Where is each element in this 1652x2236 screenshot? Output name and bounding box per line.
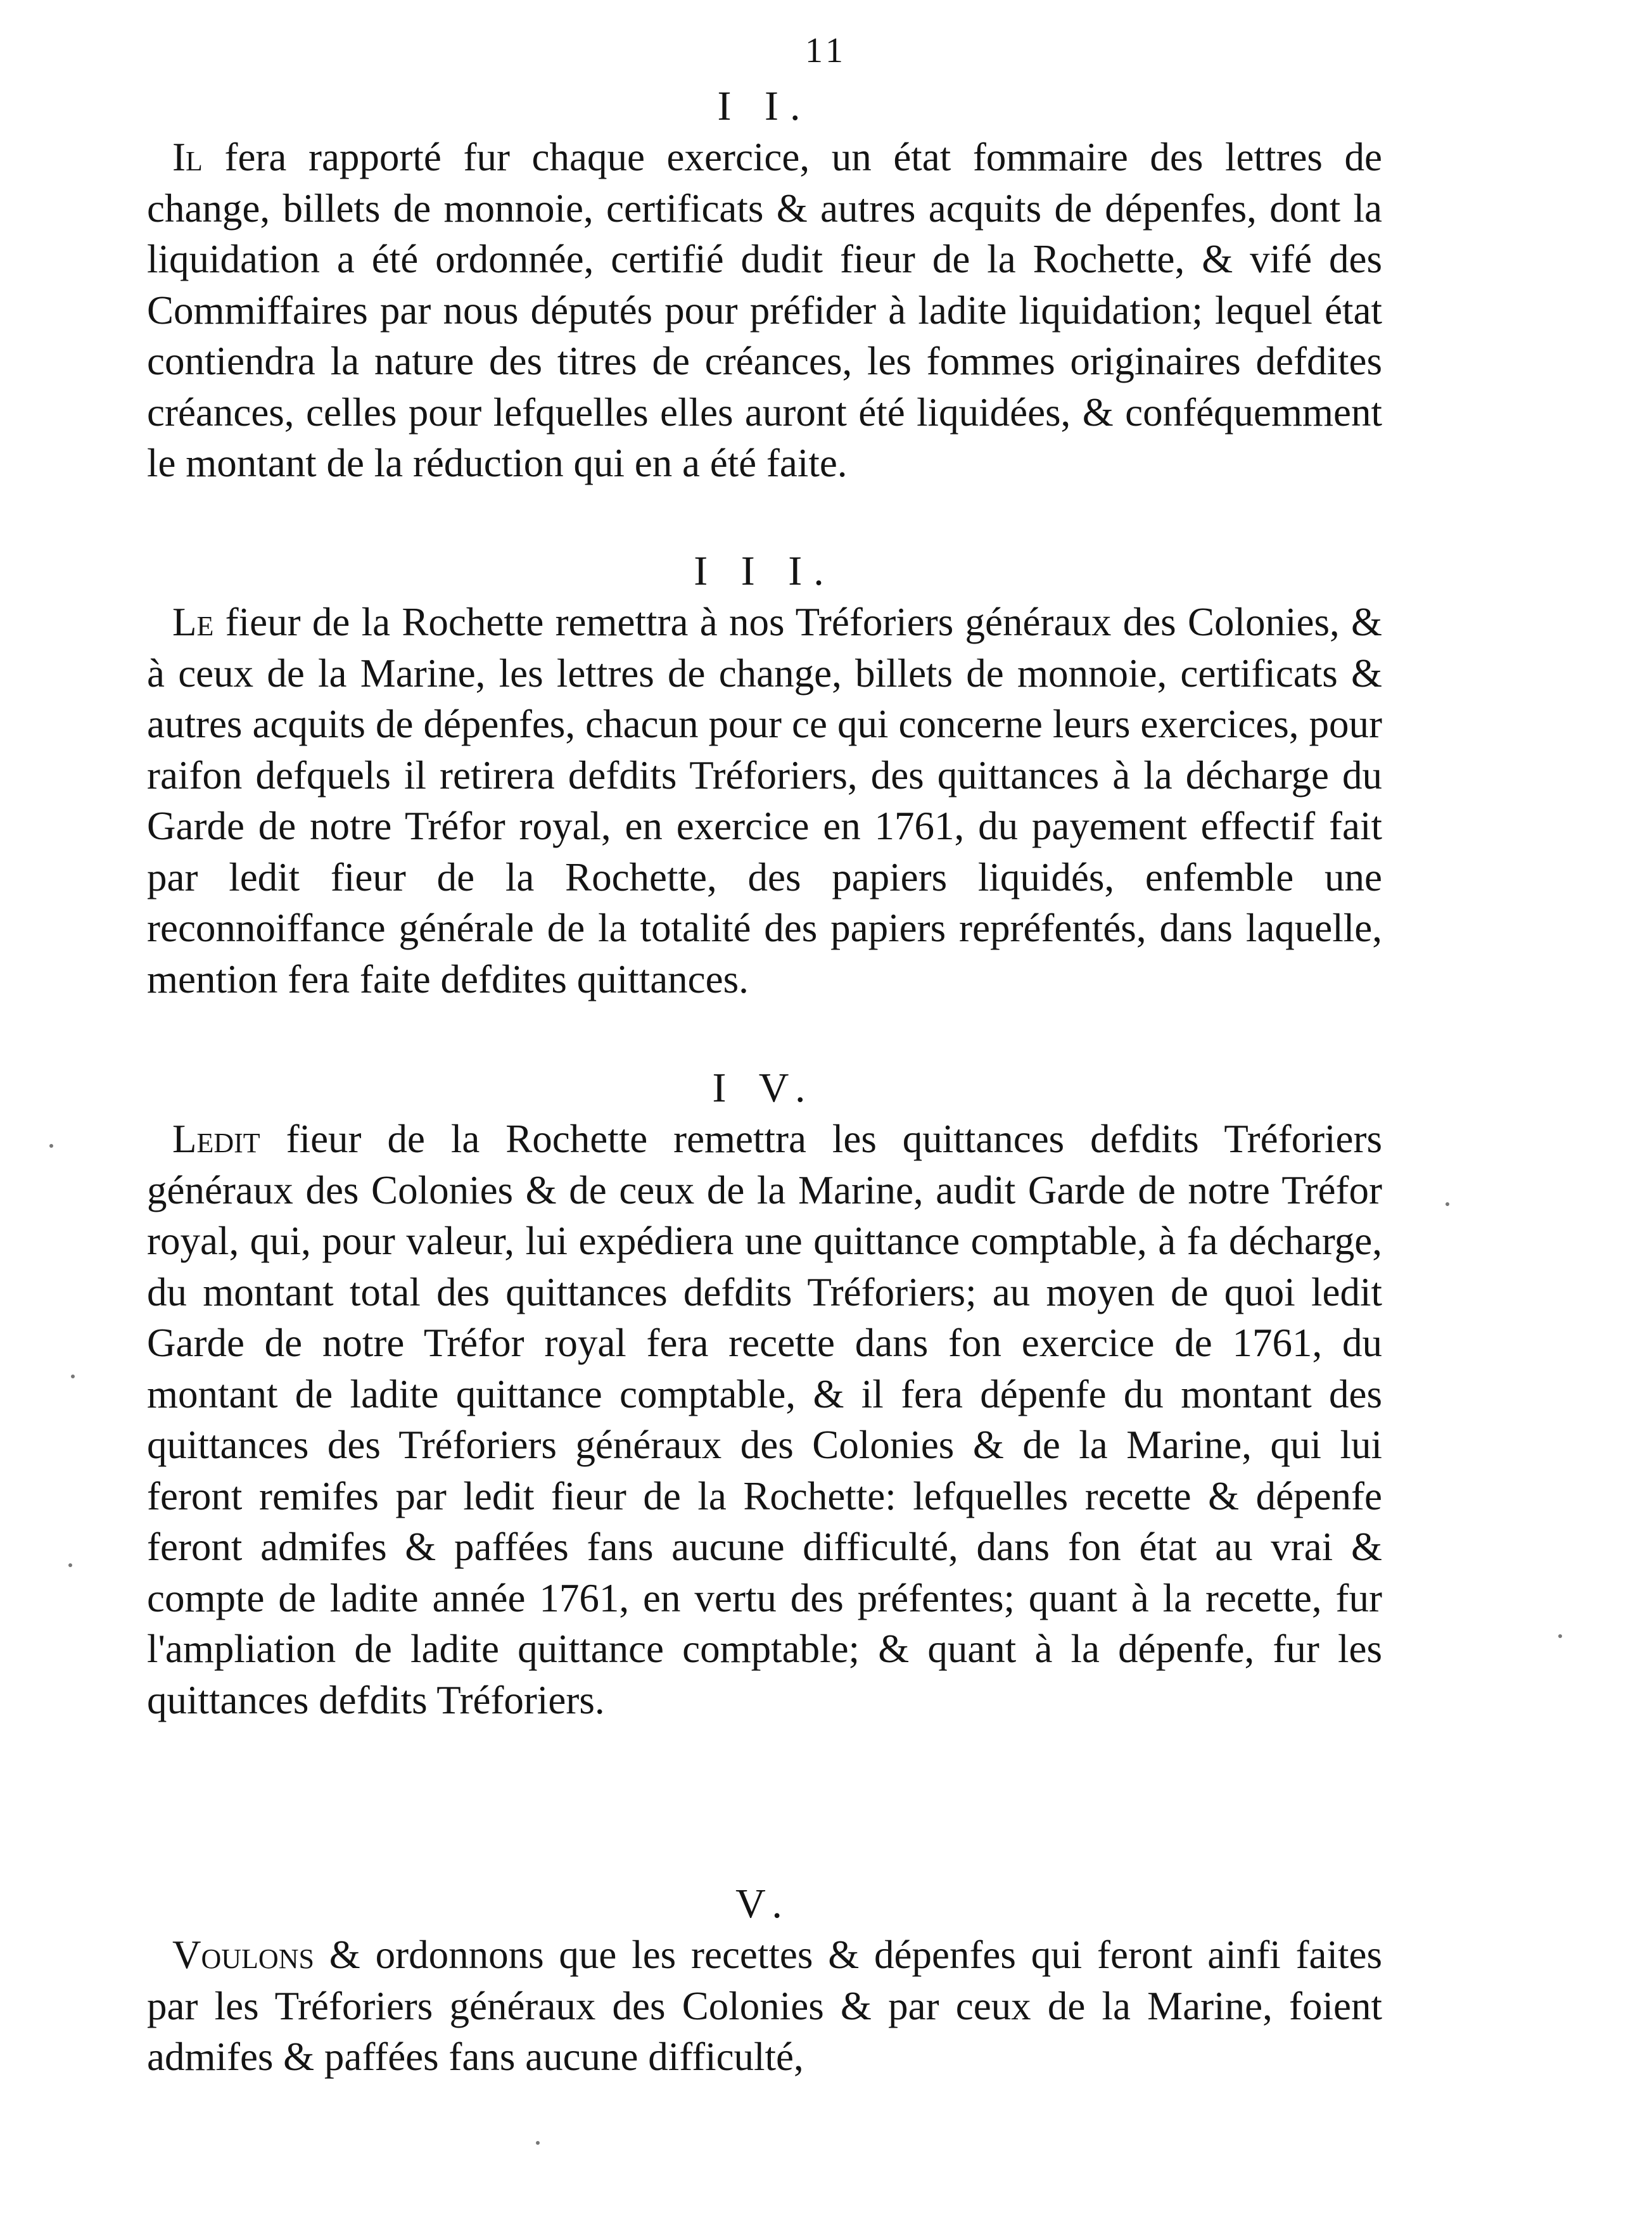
article-paragraph <box>147 597 1382 1005</box>
paragraph-text: fieur de la Rochette remettra à nos Tréforiers généraux des Colonies, & à ceux de la Marine, les lettres de change, billets de monnoie, certificats & autres acquits de dépenfes, chacun pour ce qui concerne leurs exercices, pour raifon defquels il retirera defdits Tréforiers, des quittances à la décharge du Garde de notre Tréfor royal, en exercice en 1761, du payement effectif fait par ledit fieur de la Rochette, des papiers liquidés, enfemble une reconnoiffance générale de la totalité des papiers repréfentés, dans laquelle, mention fera faite defdites quittances. <box>147 600 1383 1001</box>
lead-word: Il <box>172 135 203 179</box>
article-5 <box>147 1879 1382 2083</box>
article-3 <box>147 546 1382 1005</box>
article-paragraph <box>147 1114 1382 1725</box>
scan-speck <box>49 1144 53 1148</box>
paragraph-text: & ordonnons que les recettes & dépenfes qui feront ainfi faites par les Tréforiers généraux des Colonies & par ceux de la Marine, foient admifes & paffées fans aucune difficulté, <box>147 1933 1382 2079</box>
paragraph-text: fieur de la Rochette remettra les quittances defdits Tréforiers généraux des Colonies & de ceux de la Marine, audit Garde de notre Tréfor royal, qui, pour valeur, lui expédiera une quittance comptable, à fa décharge, du montant total des quittances defdits Tréforiers; au moyen de quoi ledit Garde de notre Tréfor royal fera recette dans fon exercice de 1761, du montant de ladite quittance comptable, & il fera dépenfe du montant des quittances des Tréforiers généraux des Colonies & de la Marine, qui lui feront remifes par ledit fieur de la Rochette: lefquelles recette & dépenfe feront admifes & paffées fans aucune difficulté, dans fon état au vrai & compte de ladite année 1761, en vertu des préfentes; quant à la recette, fur l'ampliation de ladite quittance comptable; & quant à la dépenfe, fur les quittances defdits Tréforiers. <box>147 1117 1383 1722</box>
article-heading: I I. <box>717 83 812 129</box>
scan-speck <box>536 2141 540 2145</box>
lead-word: Le <box>172 600 214 644</box>
paragraph-text: fera rapporté fur chaque exercice, un état fommaire des lettres de change, billets de monnoie, certificats & autres acquits de dépenfes, dont la liquidation a été ordonnée, certifié dudit fieur de la Rochette, & vifé des Commiffaires par nous députés pour préfider à ladite liquidation; lequel état contiendra la nature des titres de créances, les fommes originaires defdites créances, celles pour lefquelles elles auront été liquidées, & conféquemment le montant de la réduction qui en a été faite. <box>147 135 1382 485</box>
article-heading: V. <box>735 1881 794 1927</box>
article-4 <box>147 1063 1382 1725</box>
scan-speck <box>71 1375 75 1378</box>
scan-speck <box>1558 1634 1562 1638</box>
lead-word: Ledit <box>172 1117 260 1161</box>
article-2 <box>147 81 1382 489</box>
scan-speck <box>68 1563 72 1567</box>
lead-word: Voulons <box>172 1933 314 1977</box>
article-heading: I I I. <box>694 548 836 594</box>
article-paragraph <box>147 1929 1382 2083</box>
page-number: 11 <box>805 31 847 70</box>
article-paragraph <box>147 132 1382 489</box>
article-heading: I V. <box>712 1065 817 1111</box>
scan-speck <box>1446 1202 1449 1206</box>
